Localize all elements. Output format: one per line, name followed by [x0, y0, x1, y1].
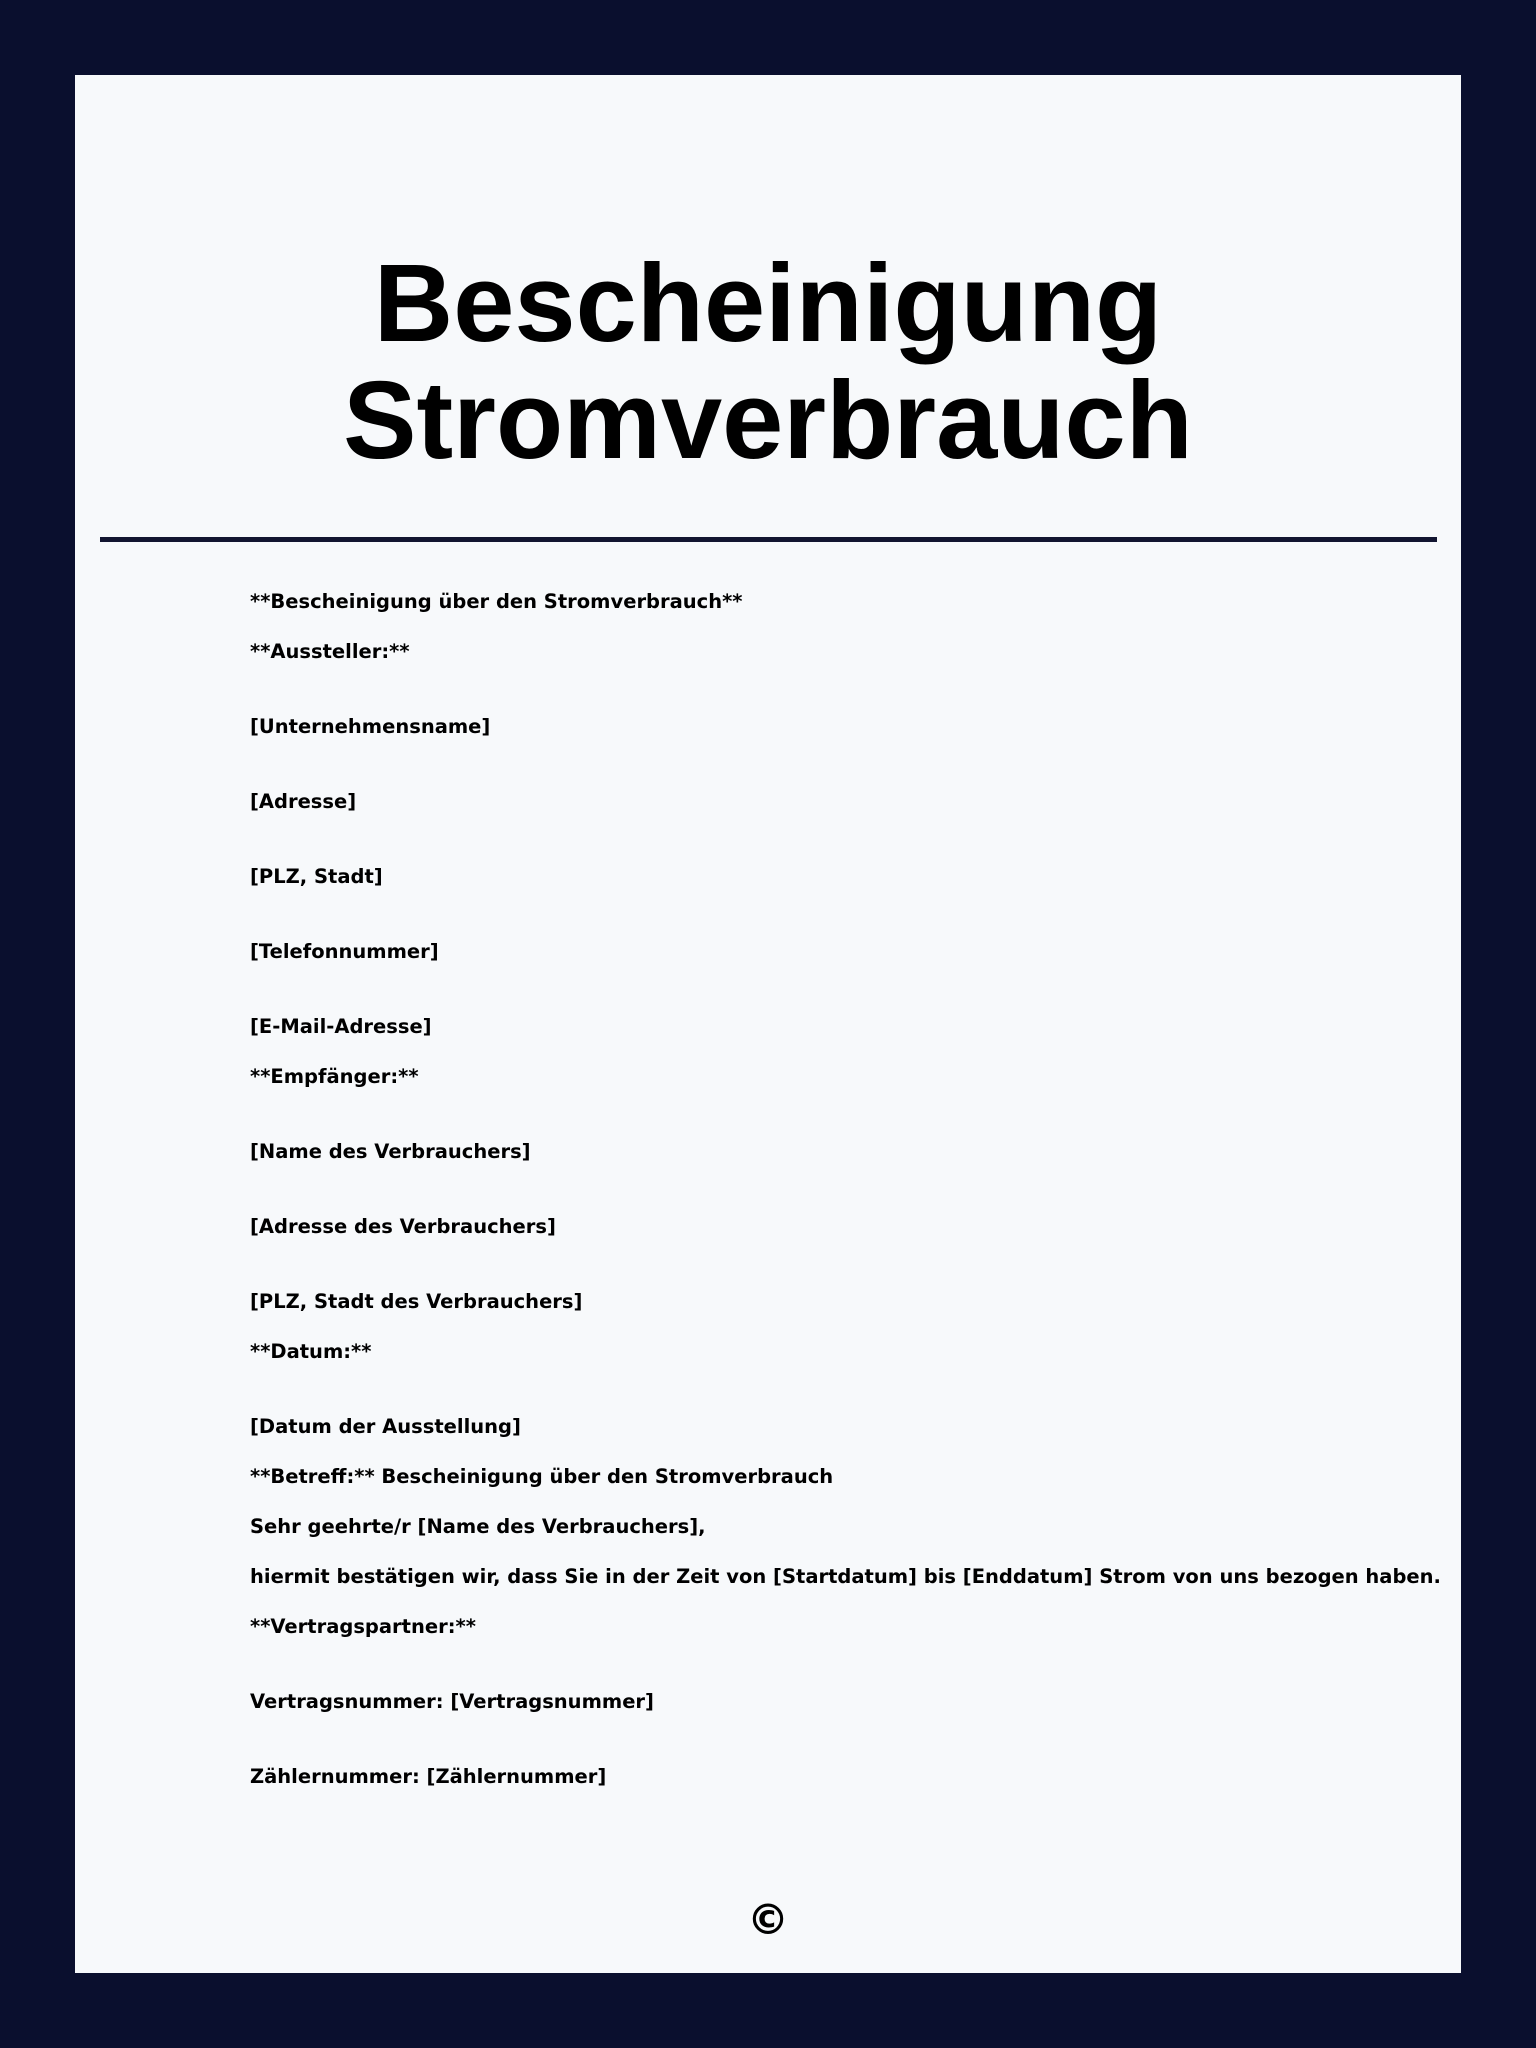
issuer-address: [Adresse]	[250, 790, 357, 813]
issuer-company-name: [Unternehmensname]	[250, 715, 491, 738]
issuer-postcode-city: [PLZ, Stadt]	[250, 865, 383, 888]
recipient-address: [Adresse des Verbrauchers]	[250, 1215, 556, 1238]
document-page	[75, 75, 1461, 1973]
label-issuer: **Aussteller:**	[250, 640, 410, 663]
issuer-email: [E-Mail-Adresse]	[250, 1015, 432, 1038]
label-date: **Datum:**	[250, 1340, 372, 1363]
copyright-icon: ©	[747, 1895, 789, 1944]
salutation: Sehr geehrte/r [Name des Verbrauchers],	[250, 1515, 706, 1538]
recipient-postcode-city: [PLZ, Stadt des Verbrauchers]	[250, 1290, 583, 1313]
issue-date: [Datum der Ausstellung]	[250, 1415, 521, 1438]
title-divider	[100, 537, 1437, 542]
label-recipient: **Empfänger:**	[250, 1065, 419, 1088]
title-line-2: Stromverbrauch	[343, 359, 1193, 482]
document-title	[75, 242, 1461, 482]
recipient-name: [Name des Verbrauchers]	[250, 1140, 531, 1163]
confirmation-text: hiermit bestätigen wir, dass Sie in der Zeit von [Startdatum] bis [Enddatum] Strom von uns bezogen haben.	[250, 1565, 1441, 1588]
issuer-phone: [Telefonnummer]	[250, 940, 439, 963]
meter-number: Zählernummer: [Zählernummer]	[250, 1765, 607, 1788]
subject-line: **Betreff:** Bescheinigung über den Stromverbrauch	[250, 1465, 834, 1488]
title-line-1: Bescheinigung	[373, 242, 1163, 365]
heading-certificate: **Bescheinigung über den Stromverbrauch**	[250, 590, 743, 613]
label-contract-partner: **Vertragspartner:**	[250, 1615, 476, 1638]
contract-number: Vertragsnummer: [Vertragsnummer]	[250, 1690, 654, 1713]
